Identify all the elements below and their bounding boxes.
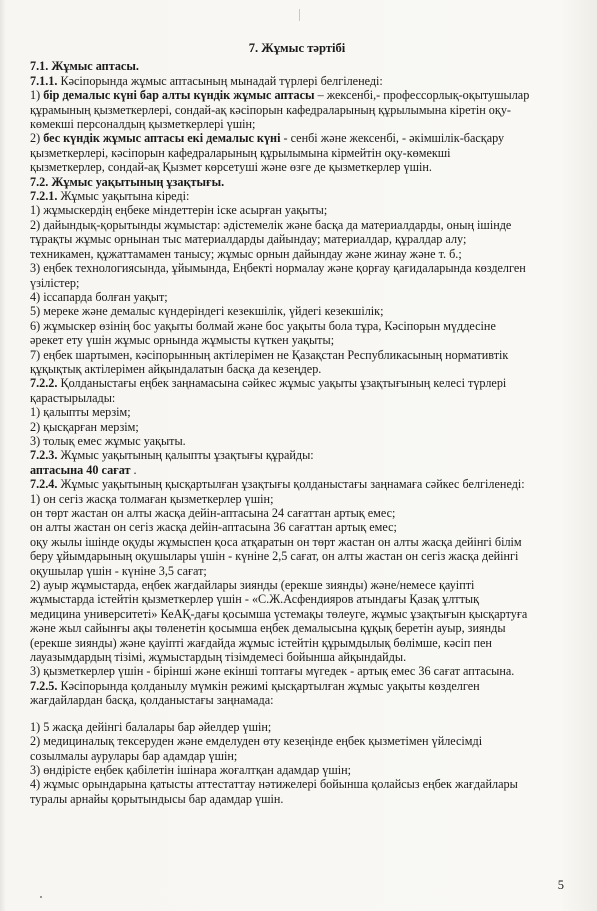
text-line xyxy=(30,74,564,88)
line-text: жағдайлардан басқа, қолданыстағы заңнамада: xyxy=(30,693,274,708)
line-text: 3) қызметкерлер үшін - бірінші және екінші топтағы мүгедек - артық емес 36 сағат аптасына. xyxy=(30,664,515,679)
line-text: оқу жылы ішінде оқуды жұмыспен қоса атқаратын он төрт жастан он алты жасқа дейінгі білім xyxy=(30,534,522,549)
line-text: он алты жастан он сегіз жасқа дейін-аптасына 36 сағаттан артық емес; xyxy=(30,520,397,535)
text-line xyxy=(30,276,564,290)
text-line xyxy=(30,247,564,261)
line-text: 1) жұмыскердің еңбеке міндеттерін іске асырған уақыты; xyxy=(30,203,328,218)
text-line xyxy=(30,59,564,73)
text-line xyxy=(30,376,564,390)
line-text: техникамен, құжаттамамен танысу; жұмыс орнын дайындау және жинау және т. б.; xyxy=(30,246,462,261)
text-line xyxy=(30,405,564,419)
bold-text: бір демалыс күні бар алты күндік жұмыс аптасы xyxy=(43,88,315,103)
bold-text: аптасына 40 сағат xyxy=(30,462,131,477)
text-line xyxy=(30,664,564,678)
line-text: 2) медициналық тексеруден және емделуден өту кезеңінде еңбек қызметімен үйлесімді xyxy=(30,734,483,749)
line-text: әрекет ету үшін жұмыс орнында жұмысты күткен уақыты; xyxy=(30,333,335,348)
line-text: 5) мереке және демалыс күндеріндегі кезекшілік, үйдегі кезекшілік; xyxy=(30,304,384,319)
text-line xyxy=(30,679,564,693)
text-line xyxy=(30,763,564,777)
line-text: оқушылар үшін - күніне 3,5 сағат; xyxy=(30,563,207,578)
text-line xyxy=(30,290,564,304)
line-text: (ерекше зиянды) және қауіпті жағдайда жұмыс істейтін құрымдылық бөлімше, кәсіп пен xyxy=(30,635,492,650)
scan-mark xyxy=(299,9,300,21)
line-text: Кәсіпорында жұмыс аптасының мынадай түрлері белгіленеді: xyxy=(57,73,383,88)
section-title: 7. Жұмыс тәртібі xyxy=(248,41,346,55)
text-line xyxy=(30,749,564,763)
text-line xyxy=(30,549,564,563)
line-text: лауазымдардың тізімі, жұмыстардың тізімдемесі бойынша айқындайды. xyxy=(30,650,407,665)
text-line xyxy=(30,131,564,145)
bold-text: 7.2.5. xyxy=(30,678,58,693)
text-line xyxy=(30,693,564,707)
bold-text: 7.1. Жұмыс аптасы. xyxy=(30,59,139,74)
text-line xyxy=(30,146,564,160)
text-lines xyxy=(30,59,564,806)
line-text: 3) толық емес жұмыс уақыты. xyxy=(30,433,186,448)
line-text: қызметкерлер, сондай-ақ Қызмет көрсетуші және өзге де қызметкерлер үшін. xyxy=(30,160,432,175)
bold-text: 7.2.4. xyxy=(30,477,58,492)
line-text: 4) жұмыс орындарына қатысты аттестаттау нәтижелері бойынша қолайсыз еңбек жағдайлары xyxy=(30,777,518,792)
bold-text: 7.2.2. xyxy=(30,376,58,391)
text-line xyxy=(30,333,564,347)
line-text: құрамының қызметкерлері, сондай-ақ кәсіпорын кафедраларының құрылымына кіретін оқу- xyxy=(30,102,511,117)
text-line xyxy=(30,232,564,246)
text-line xyxy=(30,592,564,606)
line-text: 3) өндірісте еңбек қабілетін ішінара жоғалтқан адамдар үшін; xyxy=(30,762,352,777)
page-number: 5 xyxy=(557,878,564,892)
line-text: 1) 5 жасқа дейінгі балалары бар әйелдер үшін; xyxy=(30,719,272,734)
text-line xyxy=(30,434,564,448)
line-text: беру ұйымдарының оқушылары үшін - күніне 2,5 сағат, он алты жастан он сегіз жасқа дейінгі xyxy=(30,549,519,564)
bold-text: 7.1.1. xyxy=(30,73,58,88)
text-line xyxy=(30,578,564,592)
line-text: - сенбі және жексенбі, - әкімшілік-басқару xyxy=(280,131,505,146)
line-text: туралы арнайы қорытындысы бар адамдар үшін. xyxy=(30,791,284,806)
scan-speck xyxy=(40,896,42,898)
line-text: медицина университеті» КеАҚ-дағы қосымша үстемақы төлеуге, жұмыс ұзақтығын қысқартуға xyxy=(30,606,528,621)
text-line xyxy=(30,319,564,333)
line-text: құқықтық актілерімен айқындалатын басқа да кезеңдер. xyxy=(30,361,322,376)
text-line xyxy=(30,117,564,131)
bold-text: 7.2.3. xyxy=(30,448,58,463)
text-line xyxy=(30,103,564,117)
line-text: 4) іссапарда болған уақыт; xyxy=(30,289,168,304)
document-body xyxy=(30,41,564,806)
line-text: – жексенбі,- профессорлық-оқытушылар xyxy=(314,88,530,103)
text-line xyxy=(30,607,564,621)
line-text: 2) қысқарған мерзім; xyxy=(30,419,139,434)
bold-text: бес күндік жұмыс аптасы екі демалыс күні xyxy=(43,131,281,146)
text-line xyxy=(30,348,564,362)
line-text: Жұмыс уақытының қысқартылған ұзақтығы қолданыстағы заңнамаға сәйкес белгіленеді: xyxy=(57,477,525,492)
line-text: 1) қалыпты мерзім; xyxy=(30,405,131,420)
text-line xyxy=(30,792,564,806)
text-line xyxy=(30,492,564,506)
line-text: созылмалы аурулары бар адамдар үшін; xyxy=(30,748,238,763)
text-line xyxy=(30,535,564,549)
line-text: он төрт жастан он алты жасқа дейін-аптасына 24 сағаттан артық емес; xyxy=(30,506,396,520)
text-line xyxy=(30,160,564,174)
text-line xyxy=(30,506,564,520)
line-prefix: 1) xyxy=(30,88,44,103)
text-line xyxy=(30,420,564,434)
line-text: 6) жұмыскер өзінің бос уақыты болмай және бос уақыты бола тұра, Кәсіпорын мүддесіне xyxy=(30,318,496,333)
line-text: тұрақты жұмыс орнынан тыс материалдарды дайындау; материалдар, құралдар алу; xyxy=(30,232,467,247)
line-text: үзілістер; xyxy=(30,275,80,290)
blank-line xyxy=(30,708,564,720)
line-text: қызметкерлері, кәсіпорын кафедраларының құрылымына кірмейтін оқу-көмекші xyxy=(30,145,451,160)
line-text: 2) дайындық-қорытынды жұмыстар: әдістемелік және басқа да материалдарды, оның ішінде xyxy=(30,217,512,232)
line-text: Қолданыстағы еңбек заңнамасына сәйкес жұмыс уақыты ұзақтығының келесі түрлері xyxy=(57,376,507,391)
line-text: Жұмыс уақытының қалыпты ұзақтығы құрайды: xyxy=(57,448,314,463)
line-text: Жұмыс уақытына кіреді: xyxy=(57,189,190,204)
line-text: 2) ауыр жұмыстарда, еңбек жағдайлары зиянды (ерекше зиянды) және/немесе қауіпті xyxy=(30,578,475,593)
text-line xyxy=(30,218,564,232)
text-line xyxy=(30,777,564,791)
text-line xyxy=(30,88,564,102)
text-line xyxy=(30,362,564,376)
text-line xyxy=(30,189,564,203)
line-text: 3) еңбек технологиясында, ұйымында, Еңбекті нормалау және қорғау қағидаларында көзделген xyxy=(30,261,526,276)
line-prefix: 2) xyxy=(30,131,44,146)
bold-text: 7.2.1. xyxy=(30,189,58,204)
text-line xyxy=(30,477,564,491)
text-line xyxy=(30,621,564,635)
text-line xyxy=(30,564,564,578)
line-text: және жыл сайынғы ақы төленетін қосымша еңбек демалысына құқық беретін ауыр, зиянды xyxy=(30,621,506,636)
text-line xyxy=(30,175,564,189)
text-line xyxy=(30,636,564,650)
text-line xyxy=(30,203,564,217)
bold-text: 7.2. Жұмыс уақытының ұзақтығы. xyxy=(30,174,225,189)
text-line xyxy=(30,650,564,664)
line-text: жұмыстарда істейтін қызметкерлер үшін - «С.Ж.Асфендияров атындағы Қазақ ұлттық xyxy=(30,592,480,607)
line-text: . xyxy=(130,462,137,477)
line-text: қарастырылады: xyxy=(30,390,116,405)
line-text: Кәсіпорында қолданылу мүмкін режимі қысқартылған жұмыс уақыты көзделген xyxy=(57,678,480,693)
text-line xyxy=(30,520,564,534)
text-line xyxy=(30,463,564,477)
line-text: көмекші персоналдың қызметкерлері үшін; xyxy=(30,117,256,132)
line-text: 1) он сегіз жасқа толмаған қызметкерлер үшін; xyxy=(30,491,274,506)
line-text: 7) еңбек шартымен, кәсіпорынның актілерімен не Қазақстан Республикасының нормативтік xyxy=(30,347,509,362)
text-line xyxy=(30,261,564,275)
text-line xyxy=(30,448,564,462)
text-line xyxy=(30,720,564,734)
text-line xyxy=(30,391,564,405)
text-line xyxy=(30,304,564,318)
text-line xyxy=(30,734,564,748)
